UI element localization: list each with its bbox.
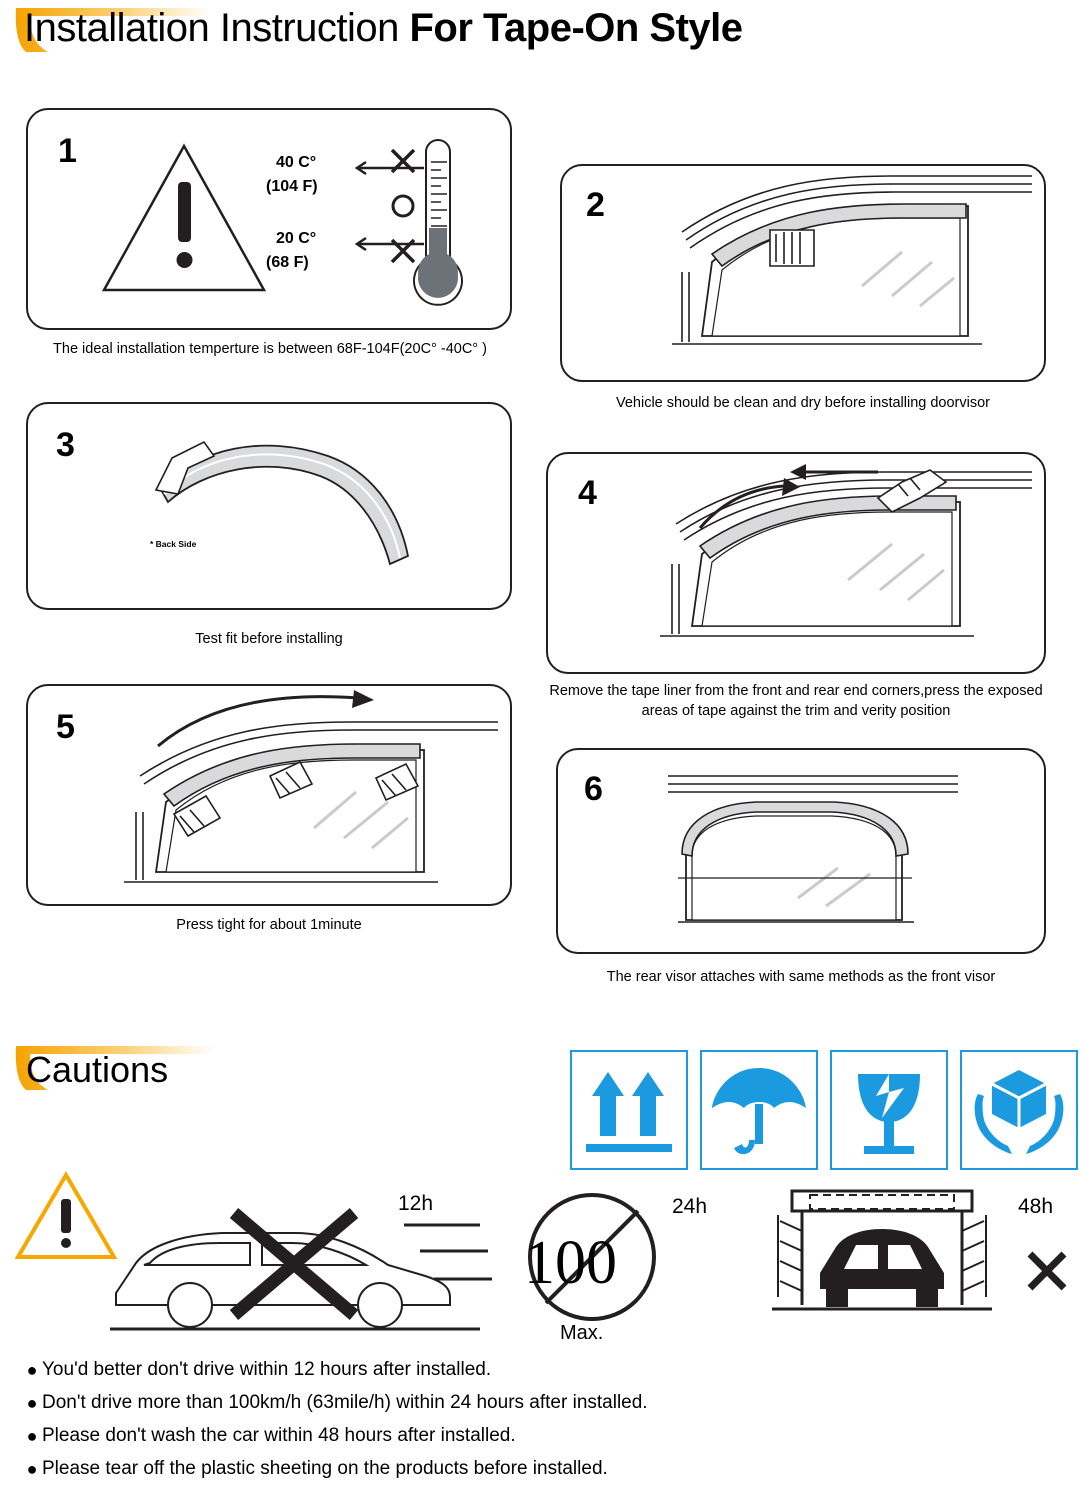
bullet-dot-icon: ●	[26, 1360, 38, 1380]
step-number-2: 2	[586, 186, 605, 224]
page-title-light: Installation Instruction	[24, 6, 410, 50]
cross-x-icon	[1022, 1246, 1072, 1296]
back-side-label: * Back Side	[150, 539, 197, 549]
cautions-bullet-list	[22, 1357, 1062, 1489]
bullet-text: Please don't wash the car within 48 hours after installed.	[42, 1425, 516, 1446]
shipping-icon-box-fragile	[830, 1050, 948, 1170]
step-panel-6	[556, 748, 1046, 954]
speed-limit-number: 100	[524, 1229, 617, 1297]
list-item	[22, 1357, 1062, 1383]
bullet-dot-icon: ●	[26, 1426, 38, 1446]
bullet-text: You'd better don't drive within 12 hours after installed.	[42, 1359, 492, 1380]
step-3-illustration	[28, 404, 514, 610]
temp-cold-fahrenheit: (68 F)	[266, 254, 309, 271]
step-panel-5	[26, 684, 512, 906]
no-car-wash-illustration	[750, 1185, 1030, 1335]
bullet-text: Don't drive more than 100km/h (63mile/h) within 24 hours after installed.	[42, 1392, 648, 1413]
step-caption-6: The rear visor attaches with same methods as the front visor	[606, 969, 996, 985]
header	[0, 0, 1084, 70]
step-number-3: 3	[56, 426, 75, 464]
no-wash-hours-label: 48h	[1018, 1195, 1054, 1218]
list-item	[22, 1390, 1062, 1416]
bullet-text: Please tear off the plastic sheeting on the products before installed.	[42, 1458, 608, 1479]
step-caption-3: Test fit before installing	[195, 631, 343, 647]
step-4-illustration	[548, 454, 1048, 674]
shipping-icon-box-keep-dry	[700, 1050, 818, 1170]
step-caption-5: Press tight for about 1minute	[176, 917, 362, 933]
shipping-icon-box-this-way-up	[570, 1050, 688, 1170]
no-driving-12h-illustration	[10, 1165, 570, 1350]
step-panel-1	[26, 108, 512, 330]
step-caption-4: Remove the tape liner from the front and rear end corners,press the exposed areas of tape against the trim and verity position	[549, 683, 1043, 719]
handle-with-care-icon	[962, 1052, 1076, 1168]
step-caption-2: Vehicle should be clean and dry before installing doorvisor	[615, 395, 990, 411]
temp-hot-fahrenheit: (104 F)	[266, 178, 318, 195]
page-title	[24, 6, 743, 51]
temp-cold-celsius: 20 C°	[276, 230, 317, 247]
step-2-illustration	[562, 166, 1048, 382]
no-drive-hours-label: 12h	[398, 1192, 434, 1215]
step-panel-3	[26, 402, 512, 610]
keep-dry-umbrella-icon	[702, 1052, 816, 1168]
this-way-up-icon	[572, 1052, 686, 1168]
step-number-1: 1	[58, 132, 77, 170]
step-1-illustration	[28, 110, 514, 330]
list-item	[22, 1456, 1062, 1482]
step-panel-2	[560, 164, 1046, 382]
step-number-6: 6	[584, 770, 603, 808]
step-caption-1: The ideal installation temperture is between 68F-104F(20C° -40C° )	[53, 341, 487, 357]
step-panel-4	[546, 452, 1046, 674]
fragile-glass-icon	[832, 1052, 946, 1168]
temp-hot-celsius: 40 C°	[276, 154, 317, 171]
step-6-illustration	[558, 750, 1048, 954]
list-item	[22, 1423, 1062, 1449]
cautions-title: Cautions	[26, 1049, 169, 1090]
bullet-dot-icon: ●	[26, 1459, 38, 1479]
step-number-5: 5	[56, 708, 75, 746]
speed-limit-hours-label: 24h	[672, 1195, 708, 1218]
shipping-icon-box-handle-with-care	[960, 1050, 1078, 1170]
step-number-4: 4	[578, 474, 597, 512]
bullet-dot-icon: ●	[26, 1393, 38, 1413]
step-5-illustration	[28, 686, 514, 906]
speed-limit-max-label: Max.	[560, 1322, 604, 1344]
page-title-bold: For Tape-On Style	[409, 6, 743, 50]
